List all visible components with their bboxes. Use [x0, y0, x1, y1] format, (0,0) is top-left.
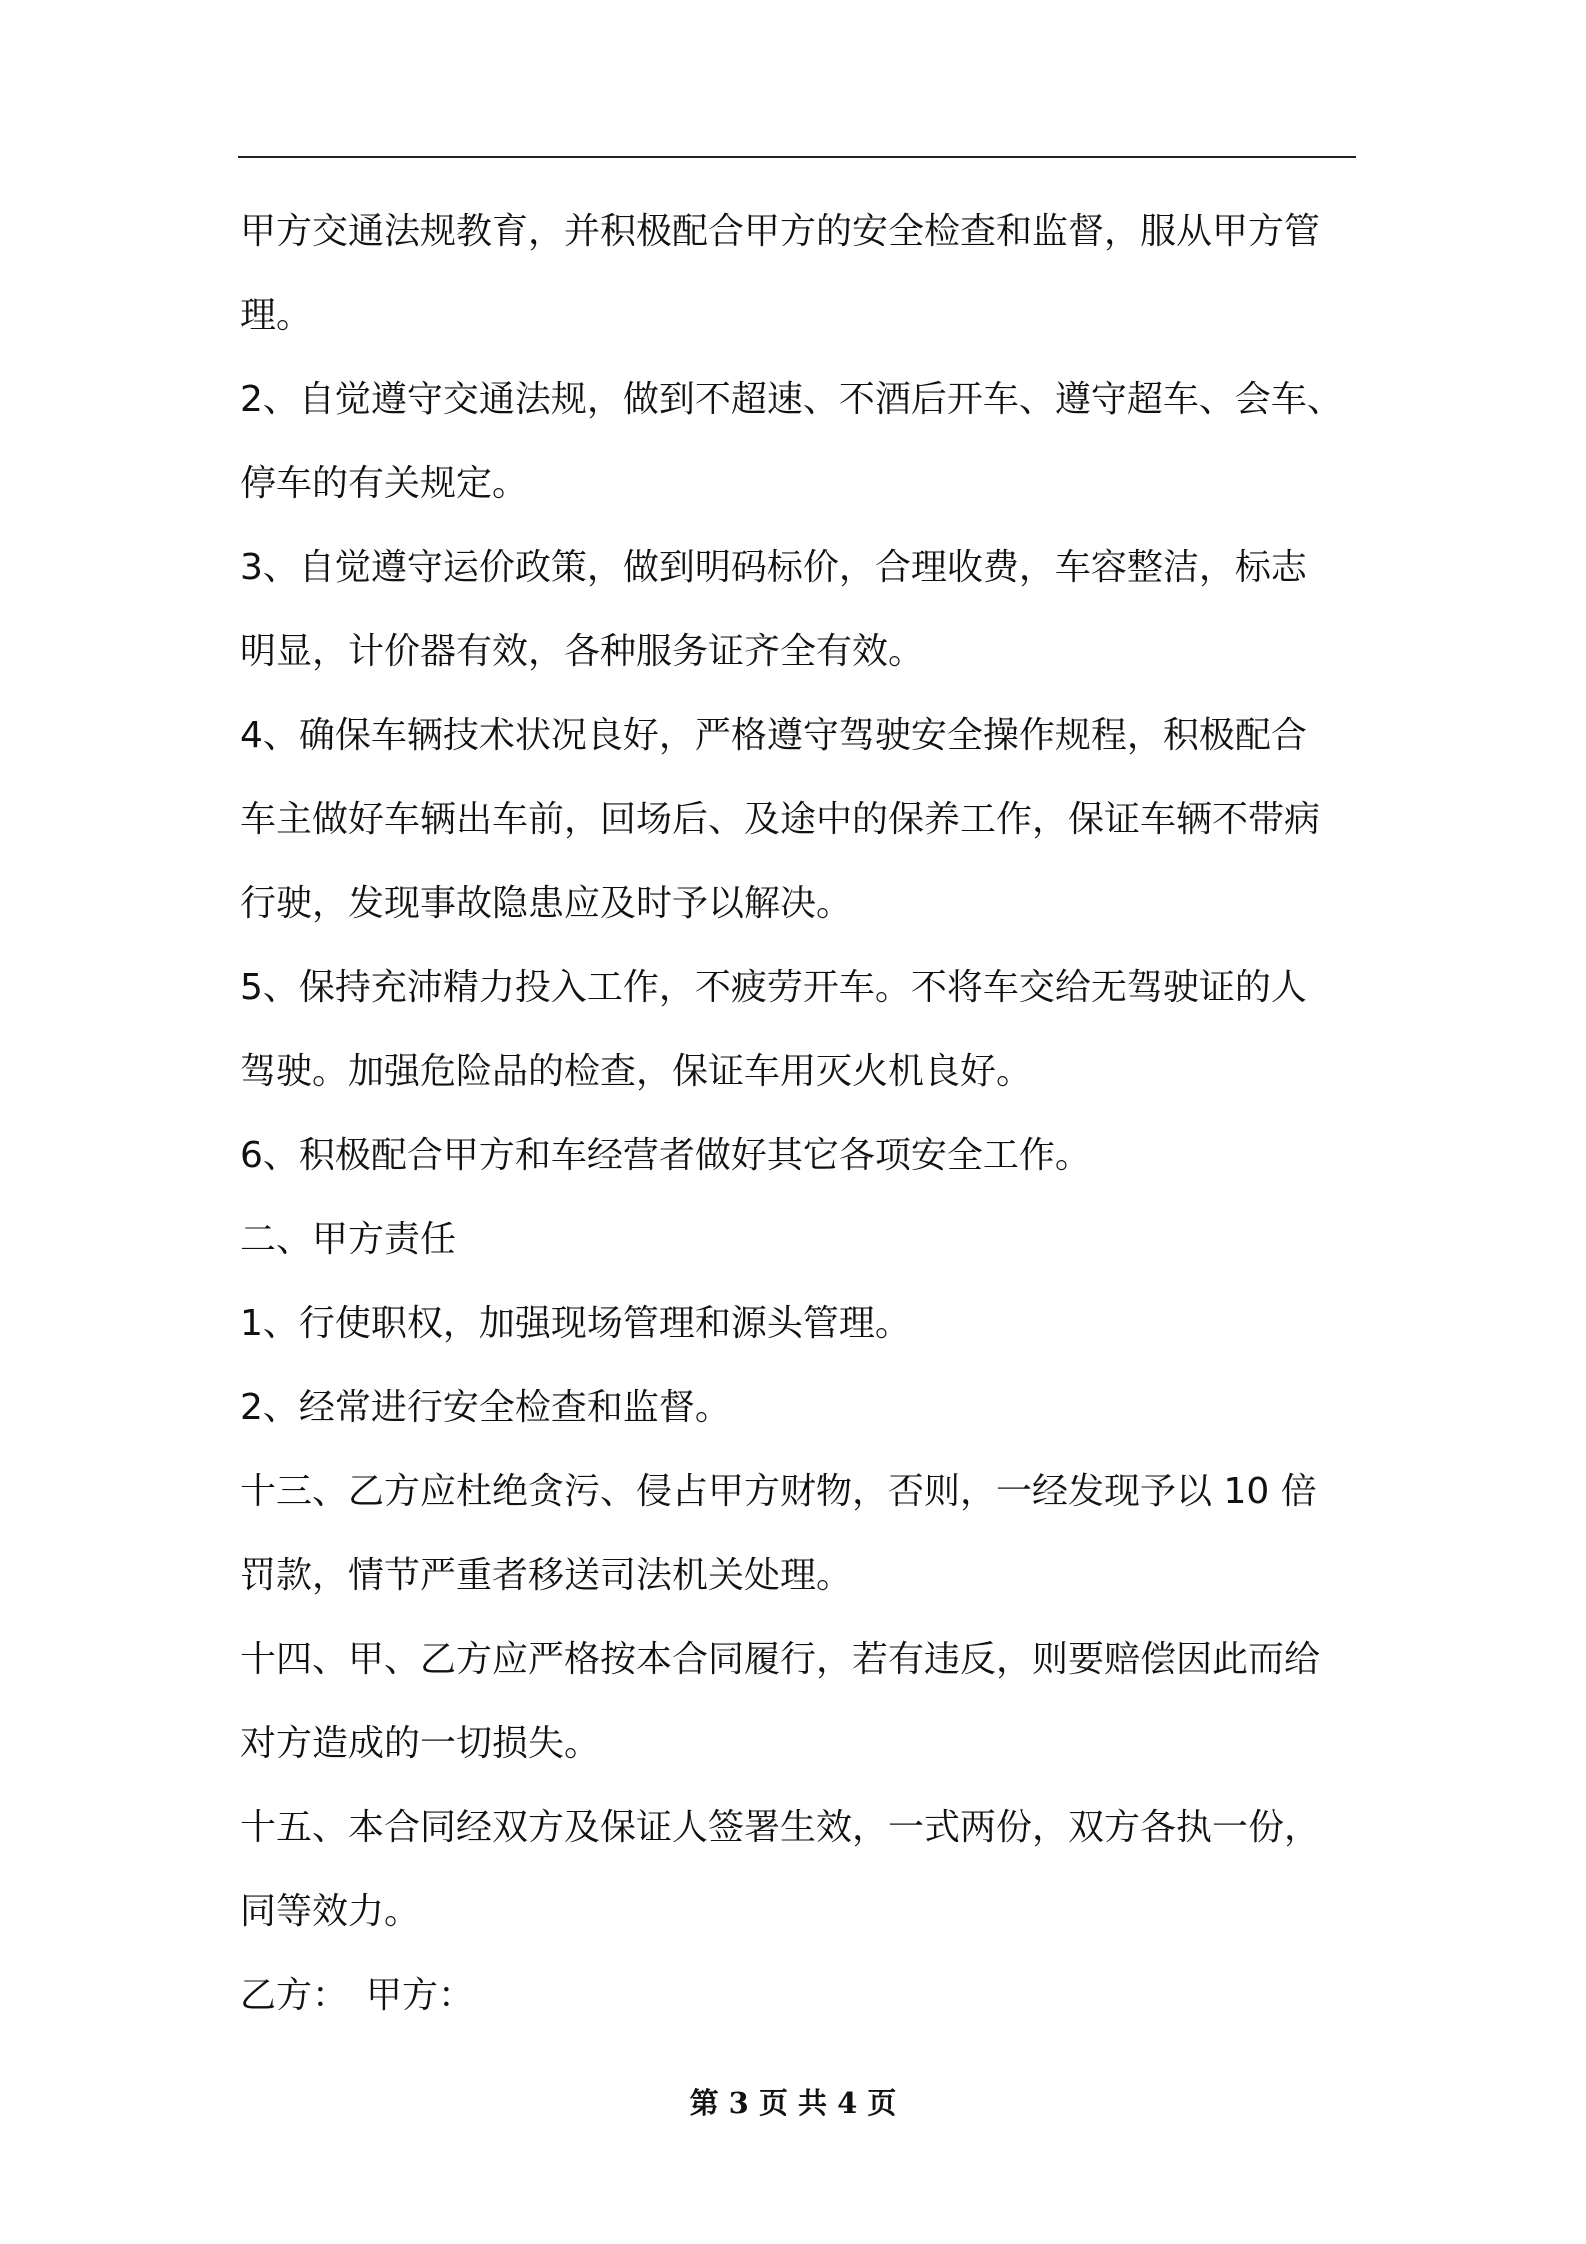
body-line: 十五、本合同经双方及保证人签署生效，一式两份，双方各执一份， — [240, 1807, 1321, 1848]
document-body — [240, 190, 1380, 2038]
body-line: 2、自觉遵守交通法规，做到不超速、不酒后开车、遵守超车、会车、 — [240, 379, 1343, 420]
body-line: 甲方交通法规教育，并积极配合甲方的安全检查和监督，服从甲方管 — [240, 211, 1321, 252]
section-heading: 二、甲方责任 — [240, 1219, 457, 1260]
body-line: 十四、甲、乙方应严格按本合同履行，若有违反，则要赔偿因此而给 — [240, 1639, 1321, 1680]
body-line: 6、积极配合甲方和车经营者做好其它各项安全工作。 — [240, 1135, 1091, 1176]
signature-line: 乙方： 甲方： — [240, 1975, 475, 2016]
body-line: 驾驶。加强危险品的检查，保证车用灭火机良好。 — [240, 1051, 1033, 1092]
body-line: 罚款，情节严重者移送司法机关处理。 — [240, 1555, 853, 1596]
body-line: 行驶，发现事故隐患应及时予以解决。 — [240, 883, 853, 924]
body-line: 十三、乙方应杜绝贪污、侵占甲方财物，否则，一经发现予以 10 倍 — [240, 1471, 1317, 1512]
body-line: 停车的有关规定。 — [240, 463, 529, 504]
body-line: 5、保持充沛精力投入工作，不疲劳开车。不将车交给无驾驶证的人 — [240, 967, 1307, 1008]
page-number: 第 3 页 共 4 页 — [689, 2086, 897, 2120]
body-line: 车主做好车辆出车前，回场后、及途中的保养工作，保证车辆不带病 — [240, 799, 1321, 840]
body-line: 明显，计价器有效，各种服务证齐全有效。 — [240, 631, 925, 672]
body-line: 同等效力。 — [240, 1891, 421, 1932]
body-line: 对方造成的一切损失。 — [240, 1723, 601, 1764]
body-line: 3、自觉遵守运价政策，做到明码标价，合理收费，车容整洁，标志 — [240, 547, 1307, 588]
body-line: 1、行使职权，加强现场管理和源头管理。 — [240, 1303, 911, 1344]
body-line: 理。 — [240, 295, 313, 336]
header-rule — [238, 156, 1356, 158]
body-line: 2、经常进行安全检查和监督。 — [240, 1387, 731, 1428]
body-line: 4、确保车辆技术状况良好，严格遵守驾驶安全操作规程，积极配合 — [240, 715, 1307, 756]
